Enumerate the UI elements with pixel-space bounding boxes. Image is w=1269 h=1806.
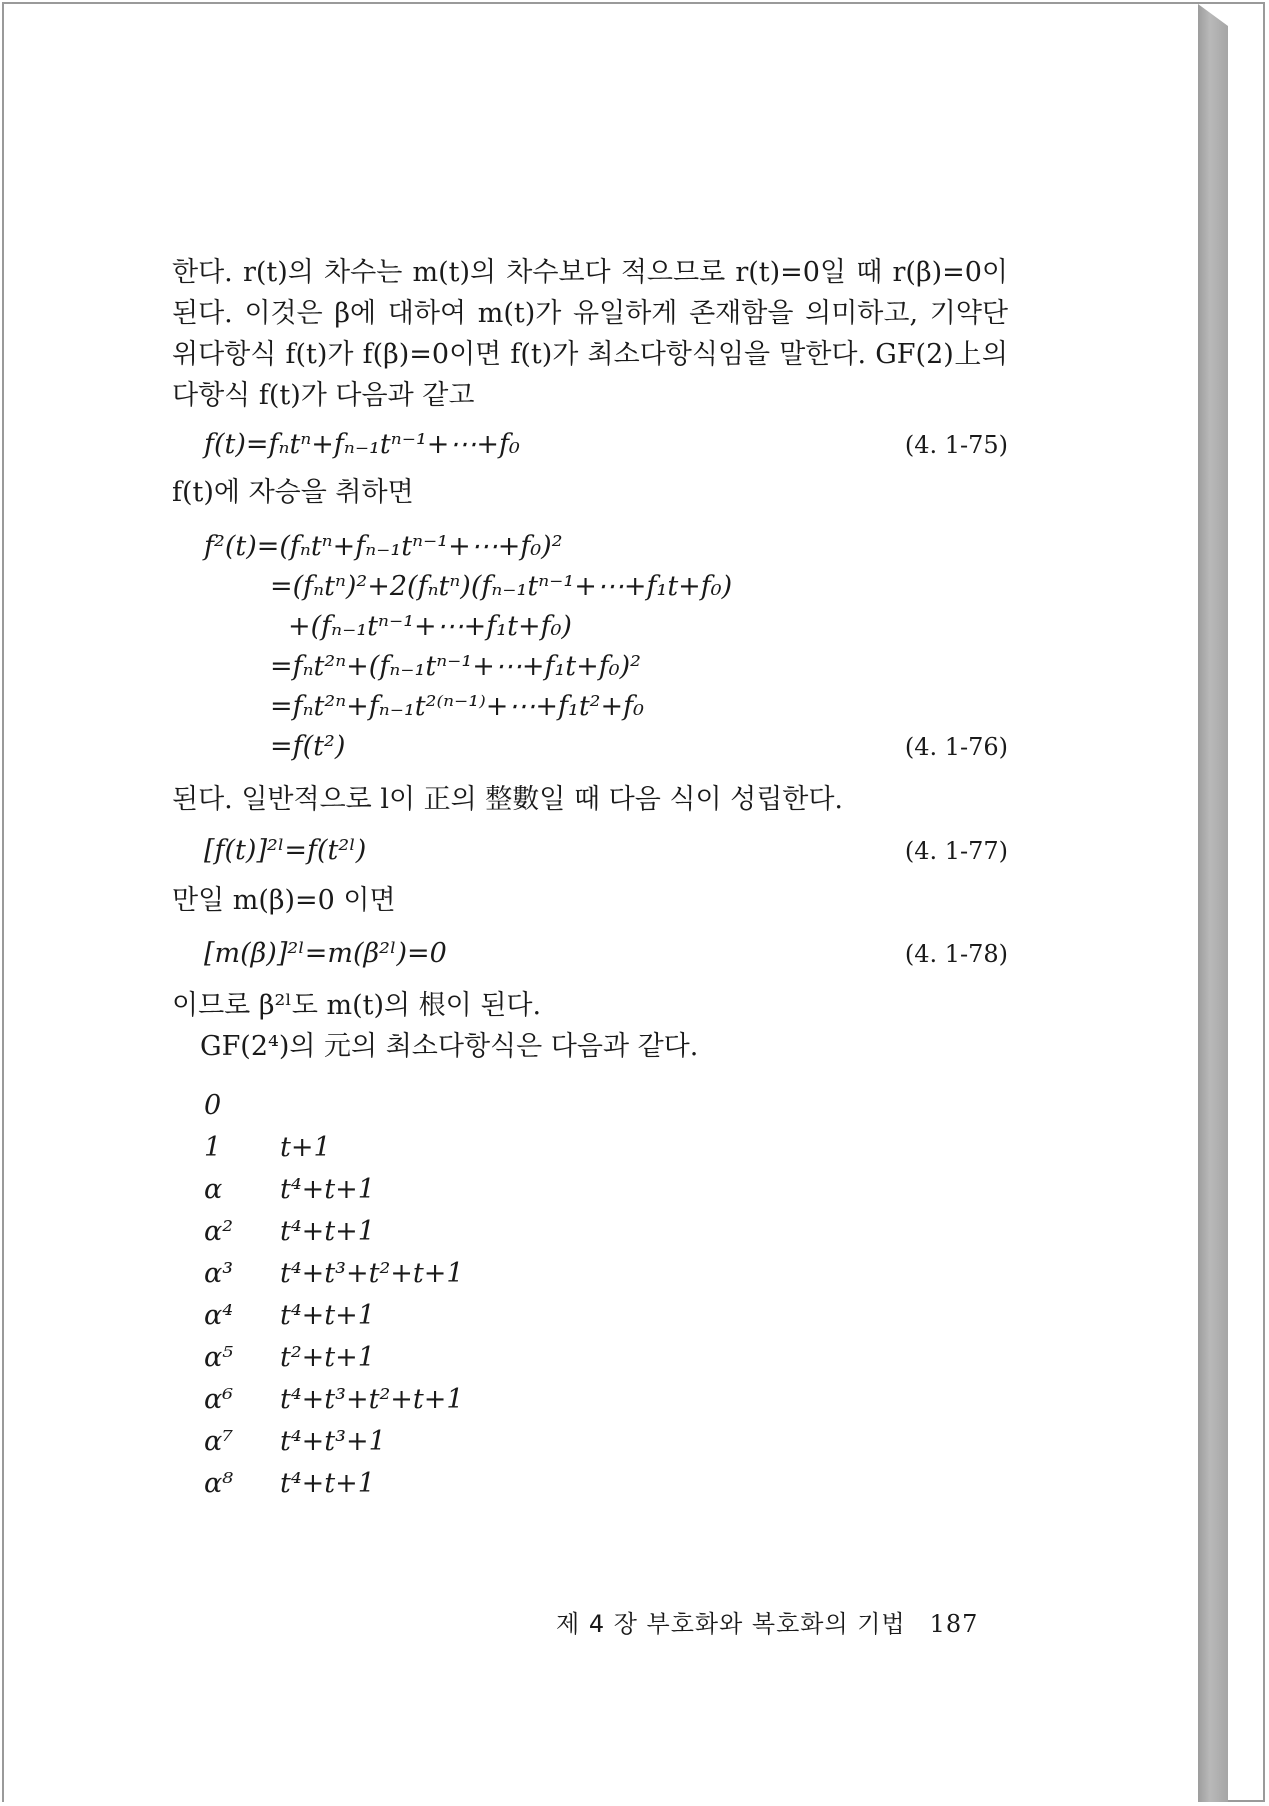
table-row — [172, 1253, 1008, 1295]
book-page — [4, 4, 1198, 1802]
table-row — [172, 1379, 1008, 1421]
table-row — [172, 1127, 1008, 1169]
page-number: 187 — [929, 1610, 979, 1638]
book-spine-edge — [1198, 4, 1228, 1802]
table-row — [172, 1169, 1008, 1211]
equation-number: (4. 1-78) — [904, 940, 1008, 968]
min-polynomial: t⁴+t³+t²+t+1 — [280, 1384, 464, 1415]
equation-4-1-75 — [172, 424, 1008, 466]
equation-expression: f(t)=fₙtⁿ+fₙ₋₁tⁿ⁻¹+⋯+f₀ — [204, 429, 520, 460]
equation-4-1-76 — [172, 527, 1008, 767]
min-polynomial: t⁴+t³+t²+t+1 — [280, 1258, 464, 1289]
paragraph-4: 만일 m(β)=0 이면 — [172, 885, 396, 916]
paragraph-6: GF(2⁴)의 元의 최소다항식은 다음과 같다. — [200, 1031, 699, 1062]
page-footer — [556, 1604, 978, 1639]
min-polynomial: t⁴+t³+1 — [280, 1426, 386, 1457]
table-row — [172, 1295, 1008, 1337]
equation-4-1-77 — [172, 830, 1008, 872]
table-row — [172, 1085, 1008, 1127]
equation-expression: [f(t)]²ˡ=f(t²ˡ) — [204, 835, 367, 866]
field-element: α⁸ — [204, 1468, 234, 1499]
field-element: α⁶ — [204, 1384, 234, 1415]
equation-expression: [m(β)]²ˡ=m(β²ˡ)=0 — [204, 938, 447, 969]
paragraph-2: f(t)에 자승을 취하면 — [172, 477, 414, 508]
table-row — [172, 1421, 1008, 1463]
equation-line: =(fₙtⁿ)²+2(fₙtⁿ)(fₙ₋₁tⁿ⁻¹+⋯+f₁t+f₀) — [270, 571, 733, 602]
min-polynomial: t⁴+t+1 — [280, 1216, 375, 1247]
paragraph-5: 이므로 β²ˡ도 m(t)의 根이 된다. — [172, 990, 542, 1021]
table-row — [172, 1337, 1008, 1379]
chapter-title: 제 4 장 부호화와 복호화의 기법 — [556, 1610, 906, 1638]
page-content — [172, 252, 1008, 1505]
equation-line: =fₙt²ⁿ+fₙ₋₁t²⁽ⁿ⁻¹⁾+⋯+f₁t²+f₀ — [270, 691, 644, 722]
min-polynomial: t²+t+1 — [280, 1342, 375, 1373]
min-polynomial: t⁴+t+1 — [280, 1174, 375, 1205]
field-element: α — [204, 1174, 223, 1205]
min-polynomial: t⁴+t+1 — [280, 1300, 375, 1331]
field-element: α⁷ — [204, 1426, 234, 1457]
equation-number: (4. 1-77) — [904, 837, 1008, 865]
equation-last-line — [172, 727, 1008, 767]
field-element: α⁴ — [204, 1300, 234, 1331]
paragraph-3: 된다. 일반적으로 l이 正의 整數일 때 다음 식이 성립한다. — [172, 784, 844, 815]
min-polynomial-table — [172, 1085, 1008, 1505]
paragraph-1: 한다. r(t)의 차수는 m(t)의 차수보다 적으므로 r(t)=0일 때 r(β)=0이 된다. 이것은 β에 대하여 m(t)가 유일하게 존재함을 의미하고, 기약단위다항식 f(t)가 f(β)=0이면 f(t)가 최소다항식임을 말한다. GF(2)上의 다항식 f(t)가 다음과 같고 — [172, 257, 1008, 411]
equation-4-1-78 — [172, 933, 1008, 975]
equation-line: =fₙt²ⁿ+(fₙ₋₁tⁿ⁻¹+⋯+f₁t+f₀)² — [270, 651, 641, 682]
field-element: α³ — [204, 1258, 234, 1289]
field-element: 0 — [204, 1090, 222, 1121]
equation-number: (4. 1-75) — [904, 431, 1008, 459]
field-element: 1 — [204, 1132, 222, 1163]
min-polynomial: t+1 — [280, 1132, 331, 1163]
equation-number: (4. 1-76) — [904, 733, 1008, 761]
min-polynomial: t⁴+t+1 — [280, 1468, 375, 1499]
equation-line: +(fₙ₋₁tⁿ⁻¹+⋯+f₁t+f₀) — [288, 611, 572, 642]
equation-line: =f(t²) — [270, 731, 346, 762]
field-element: α⁵ — [204, 1342, 234, 1373]
table-row — [172, 1211, 1008, 1253]
field-element: α² — [204, 1216, 234, 1247]
table-row — [172, 1463, 1008, 1505]
equation-line: f²(t)=(fₙtⁿ+fₙ₋₁tⁿ⁻¹+⋯+f₀)² — [204, 531, 563, 562]
